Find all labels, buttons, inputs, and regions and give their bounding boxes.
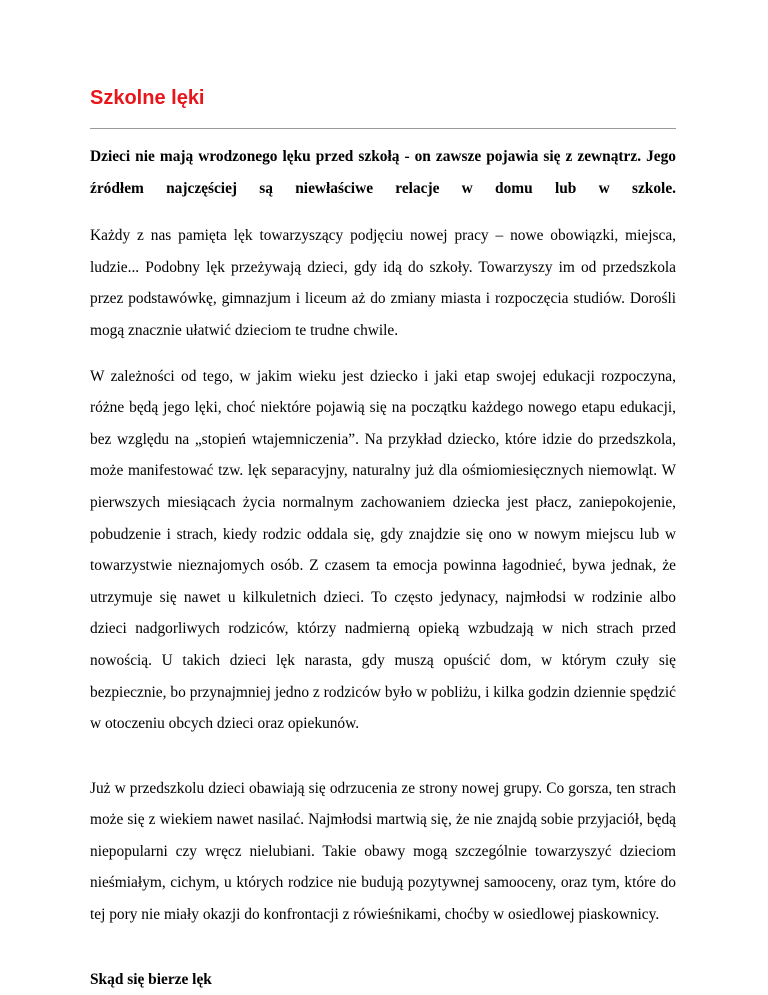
body-paragraph-2: W zależności od tego, w jakim wieku jest dziecko i jaki etap swojej edukacji rozpoczyna, różne będą jego lęki, choć niektóre pojawią się na początku każdego nowego etapu edukacji, bez względu na „stopień wtajemniczenia”. Na przykład dziecko, które idzie do przedszkola, może manifestować tzw. lęk separacyjny, naturalny już dla ośmiomiesięcznych niemowląt. W pierwszych miesiącach życia normalnym zachowaniem dziecka jest płacz, zaniepokojenie, pobudzenie i strach, kiedy rodzic oddala się, gdy znajdzie się ono w nowym miejscu lub w towarzystwie nieznajomych osób. Z czasem ta emocja powinna łagodnieć, bywa jednak, że utrzymuje się nawet u kilkuletnich dzieci. To często jedynacy, najmłodsi w rodzinie albo dzieci nadgorliwych rodziców, którzy nadmierną opieką wzbudzają w nich strach przed nowością. U takich dzieci lęk narasta, gdy muszą opuścić dom, w którym czuły się bezpiecznie, bo przynajmniej jedno z rodziców było w pobliżu, i kilka godzin dziennie spędzić w otoczeniu obcych dzieci oraz opiekunów. — [90, 367, 676, 733]
page-title: Szkolne lęki — [90, 87, 205, 109]
section-heading: Skąd się bierze lęk — [90, 970, 212, 988]
body-paragraph-3: Już w przedszkolu dzieci obawiają się odrzucenia ze strony nowej grupy. Co gorsza, ten strach może się z wiekiem nawet nasilać. Najmłodsi martwią się, że nie znajdą sobie przyjaciół, będą niepopularni czy wręcz nielubiani. Takie obawy mogą szczególnie towarzyszyć dzieciom nieśmiałym, cichym, u których rodzice nie budują pozytywnej samooceny, oraz tym, które do tej pory nie miały okazji do konfrontacji z rówieśnikami, choćby w osiedlowej piaskownicy. — [90, 779, 676, 924]
title-divider — [90, 128, 676, 129]
lead-paragraph: Dzieci nie mają wrodzonego lęku przed szkołą - on zawsze pojawia się z zewnątrz. Jego źródłem najczęściej są niewłaściwe relacje w domu lub w szkole. — [90, 148, 676, 197]
body-paragraph-1: Każdy z nas pamięta lęk towarzyszący podjęciu nowej pracy – nowe obowiązki, miejsca, ludzie... Podobny lęk przeżywają dzieci, gdy idą do szkoły. Towarzyszy im od przedszkola przez podstawówkę, gimnazjum i liceum aż do zmiany miasta i rozpoczęcia studiów. Dorośli mogą znacznie ułatwić dzieciom te trudne chwile. — [90, 227, 676, 339]
document-page — [90, 0, 676, 995]
